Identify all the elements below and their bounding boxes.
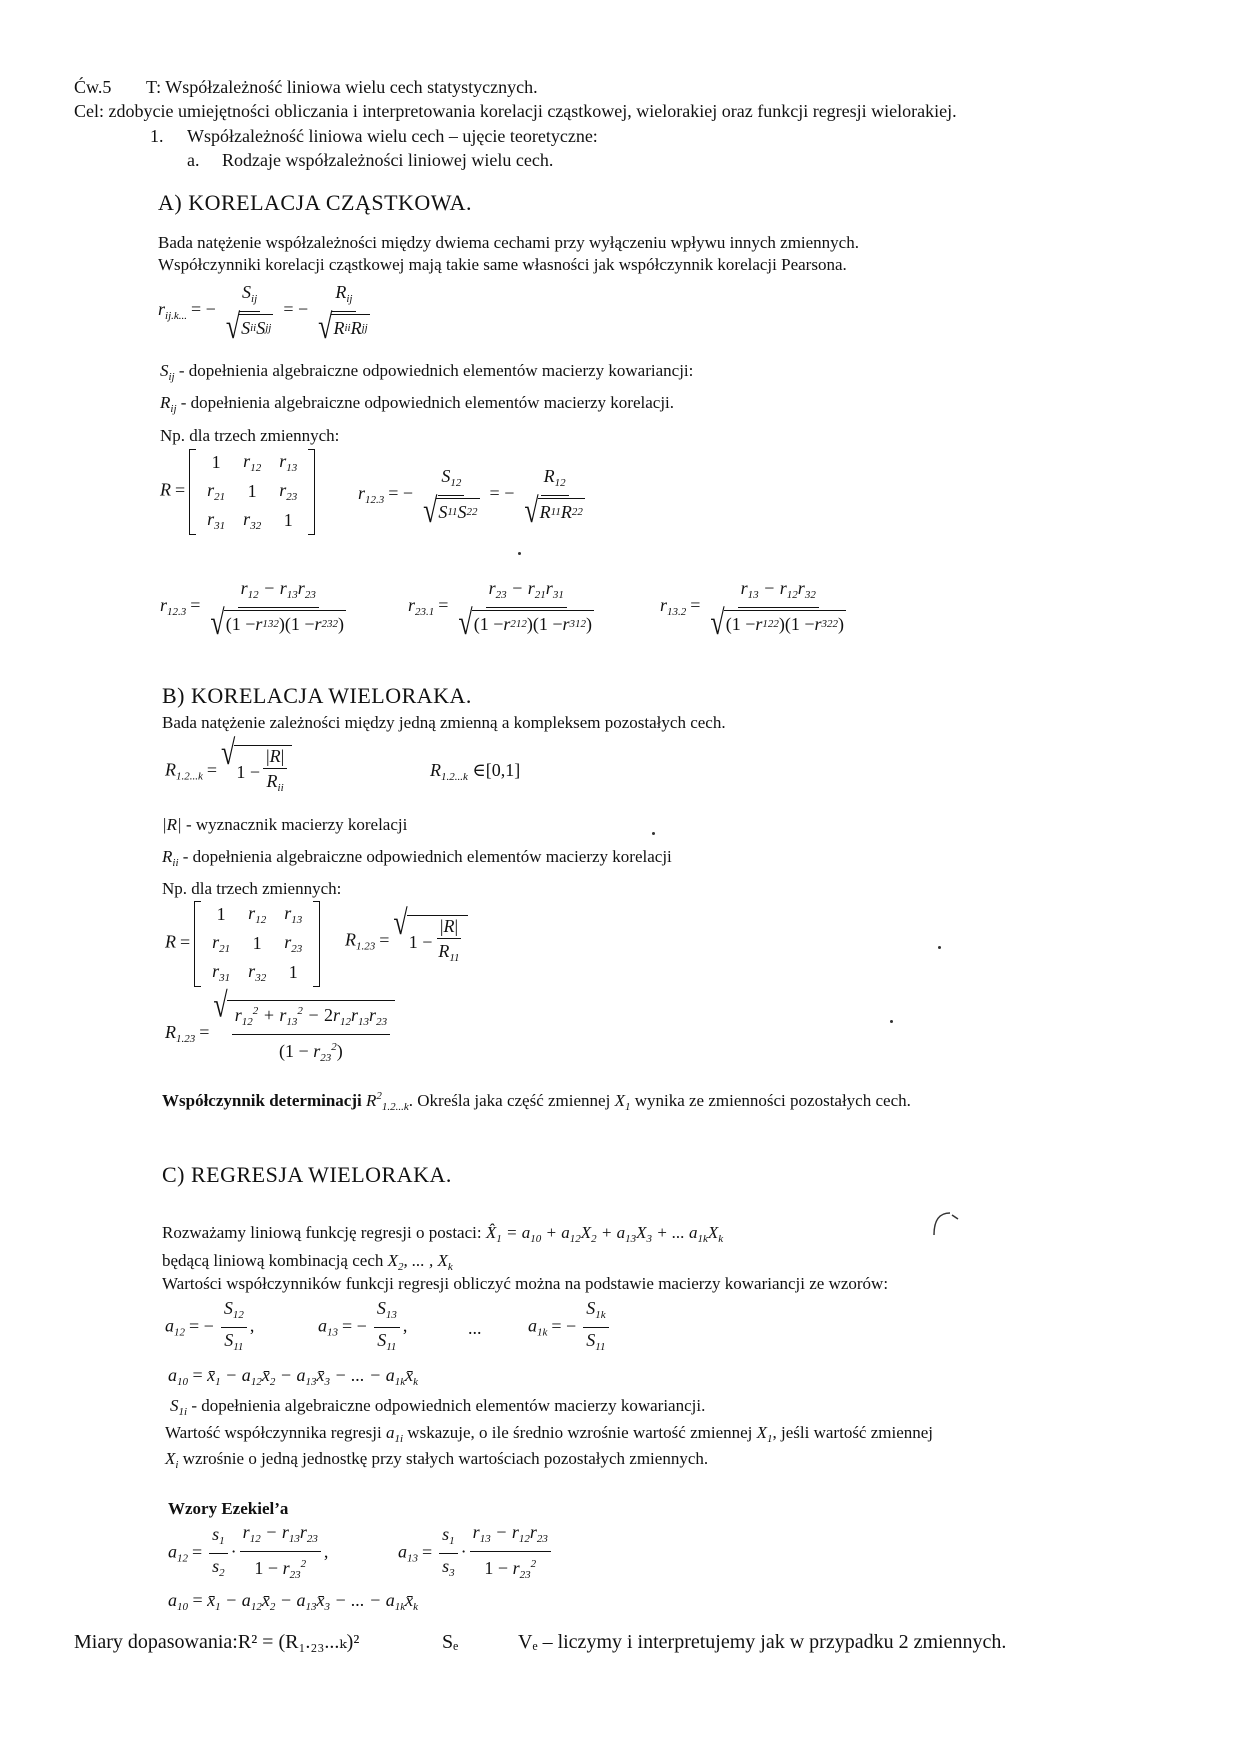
scan-speck xyxy=(518,552,521,555)
section-b-title: B) KORELACJA WIELORAKA. xyxy=(162,683,472,708)
definition-determinant: |R| - wyznacznik macierzy korelacji xyxy=(162,815,408,834)
standard-error: Sₑ xyxy=(442,1631,459,1653)
correlation-matrix-b: R = 1 $r_{12}$ $r_{13}$ $r_{21}$ 1 $r_{23}$ $r_{31}$ $r_{32}$ 1 xyxy=(165,900,320,987)
regression-function-line: Rozważamy liniową funkcję regresji o postaci: $X̂_1 = a_{10} + a_{12}X_2 + a_{13}X_3$ + ... $a_{1k}X_k$ xyxy=(162,1223,724,1245)
partial-correlation-formula: $r_{ij.k...}$ = − $S_{ij}$ √ S ii S jj = − $R_{ij}$ √ R ii R jj xyxy=(158,282,368,346)
exercise-number: Ćw.5 xyxy=(74,77,112,97)
ezekiel-heading: Wzory Ezekiel’a xyxy=(168,1499,289,1518)
partial-correlation-r12-3: $r_{12.3}$ = $r_{12} - r_{13}r_{23}$ √ (1 − r 13 2 )(1 − r 23 2 ) xyxy=(160,578,345,642)
intercept-a10-formula: $a_{10}$ = $x̄_1$ − $a_{12}x̄_2$ − $a_{13}x̄_3$ − ... − $a_{1k}x̄_k$ xyxy=(168,1365,419,1388)
multiple-correlation-range: $R_{1.2...k}$ ∈[0,1] xyxy=(430,760,521,783)
multiple-correlation-formula: $R_{1.2...k}$ = √ 1 − $\frac{|R|}{R_{ii}}$ xyxy=(165,745,292,798)
coefficients-intro: Wartości współczynników funkcji regresji obliczyć można na podstawie macierzy kowariancji ze wzorów: xyxy=(162,1274,889,1293)
list-item-1: Współzależność liniowa wielu cech – ujęcie teoretyczne: xyxy=(187,126,598,146)
multiple-correlation-r1-23-explicit: $R_{1.23}$ = √ $\frac{r_{12}^2 + r_{13}^2 - 2r_{12}r_{13}r_{23}}{(1 - r_{23}^2)}$ xyxy=(165,1000,395,1068)
section-a-paragraph-1: Bada natężenie współzależności między dwiema cechami przy wyłączeniu wpływu innych zmiennych. xyxy=(158,233,859,252)
scan-mark xyxy=(928,1205,964,1241)
coefficient-interpretation-2: $X_i$ wzrośnie o jedną jednostkę przy stałych wartościach pozostałych zmiennych. xyxy=(165,1449,709,1471)
section-b-paragraph-1: Bada natężenie zależności między jedną zmienną a kompleksem pozostałych cech. xyxy=(162,713,726,732)
scan-speck xyxy=(652,832,655,835)
list-item-number: 1. xyxy=(150,126,164,146)
definition-s1i: $S_{1i}$ - dopełnienia algebraiczne odpowiednich elementów macierzy kowariancji. xyxy=(170,1396,706,1418)
sublist-item-letter: a. xyxy=(187,150,200,170)
ellipsis: ... xyxy=(468,1318,482,1338)
partial-correlation-r12-3-cofactors: $r_{12.3}$ = − $S_{12}$ √ S 11 S 22 = − $R_{12}$ √ R 11 R 22 xyxy=(358,466,583,530)
section-a-paragraph-2: Współczynniki korelacji cząstkowej mają takie same własności jak współczynnik korelacji Pearsona. xyxy=(158,255,847,274)
variation-coefficient: Vₑ – liczymy i interpretujemy jak w przypadku 2 zmiennych. xyxy=(518,1631,1007,1653)
scan-speck xyxy=(938,946,941,949)
exercise-goal: Cel: zdobycie umiejętności obliczania i interpretowania korelacji cząstkowej, wielorakiej oraz funkcji regresji wielorakiej. xyxy=(74,101,957,121)
partial-correlation-r13-2: $r_{13.2}$ = $r_{13} - r_{12}r_{32}$ √ (1 − r 12 2 )(1 − r 32 2 ) xyxy=(660,578,845,642)
multiple-correlation-r1-23-det: $R_{1.23}$ = √ 1 − $\frac{|R|}{R_{11}}$ xyxy=(345,915,468,968)
linear-combination-line: będącą liniową kombinacją cech $X_2$, ... , $X_k$ xyxy=(162,1251,453,1273)
section-c-title: C) REGRESJA WIELORAKA. xyxy=(162,1162,452,1187)
scan-speck xyxy=(890,1020,893,1023)
ezekiel-a12-formula: $a_{12}$ = $\frac{s_1}{s_2}$ · $\frac{r_{12} - r_{13}r_{23}}{1 - r_{23}^2}$ , xyxy=(168,1522,329,1581)
coefficient-a12-formula: $a_{12}$ = − $\frac{S_{12}}{S_{11}}$ , xyxy=(165,1298,255,1353)
coefficient-interpretation-1: Wartość współczynnika regresji $a_{1i}$ wskazuje, o ile średnio wzrośnie wartość zmiennej $X_1$, jeśli wartość zmiennej xyxy=(165,1423,934,1445)
ezekiel-a13-formula: $a_{13}$ = $\frac{s_1}{s_3}$ · $\frac{r_{13} - r_{12}r_{23}}{1 - r_{23}^2}$ xyxy=(398,1522,554,1585)
example-three-variables-b: Np. dla trzech zmiennych: xyxy=(162,879,342,898)
ezekiel-a10-formula: $a_{10}$ = $x̄_1$ − $a_{12}x̄_2$ − $a_{13}x̄_3$ − ... − $a_{1k}x̄_k$ xyxy=(168,1590,419,1613)
definition-rij: $R_{ij}$ - dopełnienia algebraiczne odpowiednich elementów macierzy korelacji. xyxy=(160,393,675,415)
partial-correlation-r23-1: $r_{23.1}$ = $r_{23} - r_{21}r_{31}$ √ (1 − r 21 2 )(1 − r 31 2 ) xyxy=(408,578,593,642)
definition-sij: $S_{ij}$ - dopełnienia algebraiczne odpowiednich elementów macierzy kowariancji: xyxy=(160,361,694,383)
example-three-variables-a: Np. dla trzech zmiennych: xyxy=(160,426,340,445)
definition-rii: $R_{ii}$ - dopełnienia algebraiczne odpowiednich elementów macierzy korelacji xyxy=(162,847,672,869)
sublist-item-a: Rodzaje współzależności liniowej wielu cech. xyxy=(222,150,554,170)
determination-coefficient-line: Współczynnik determinacji $R^2_{1.2...k}$. Określa jaka część zmiennej $X_1$ wynika ze zmienności pozostałych cech. xyxy=(162,1090,911,1113)
coefficient-a1k-formula: $a_{1k}$ = − $\frac{S_{1k}}{S_{11}}$ xyxy=(528,1298,612,1357)
coefficient-a13-formula: $a_{13}$ = − $\frac{S_{13}}{S_{11}}$ , xyxy=(318,1298,408,1353)
correlation-matrix-a: R = 1 $r_{12}$ $r_{13}$ $r_{21}$ 1 $r_{23}$ $r_{31}$ $r_{32}$ 1 xyxy=(160,448,315,535)
exercise-topic: T: Współzależność liniowa wielu cech statystycznych. xyxy=(146,77,538,97)
fit-measures: Miary dopasowania:R² = (R₁.₂₃...ₖ)² xyxy=(74,1631,360,1653)
section-a-title: A) KORELACJA CZĄSTKOWA. xyxy=(158,190,472,215)
